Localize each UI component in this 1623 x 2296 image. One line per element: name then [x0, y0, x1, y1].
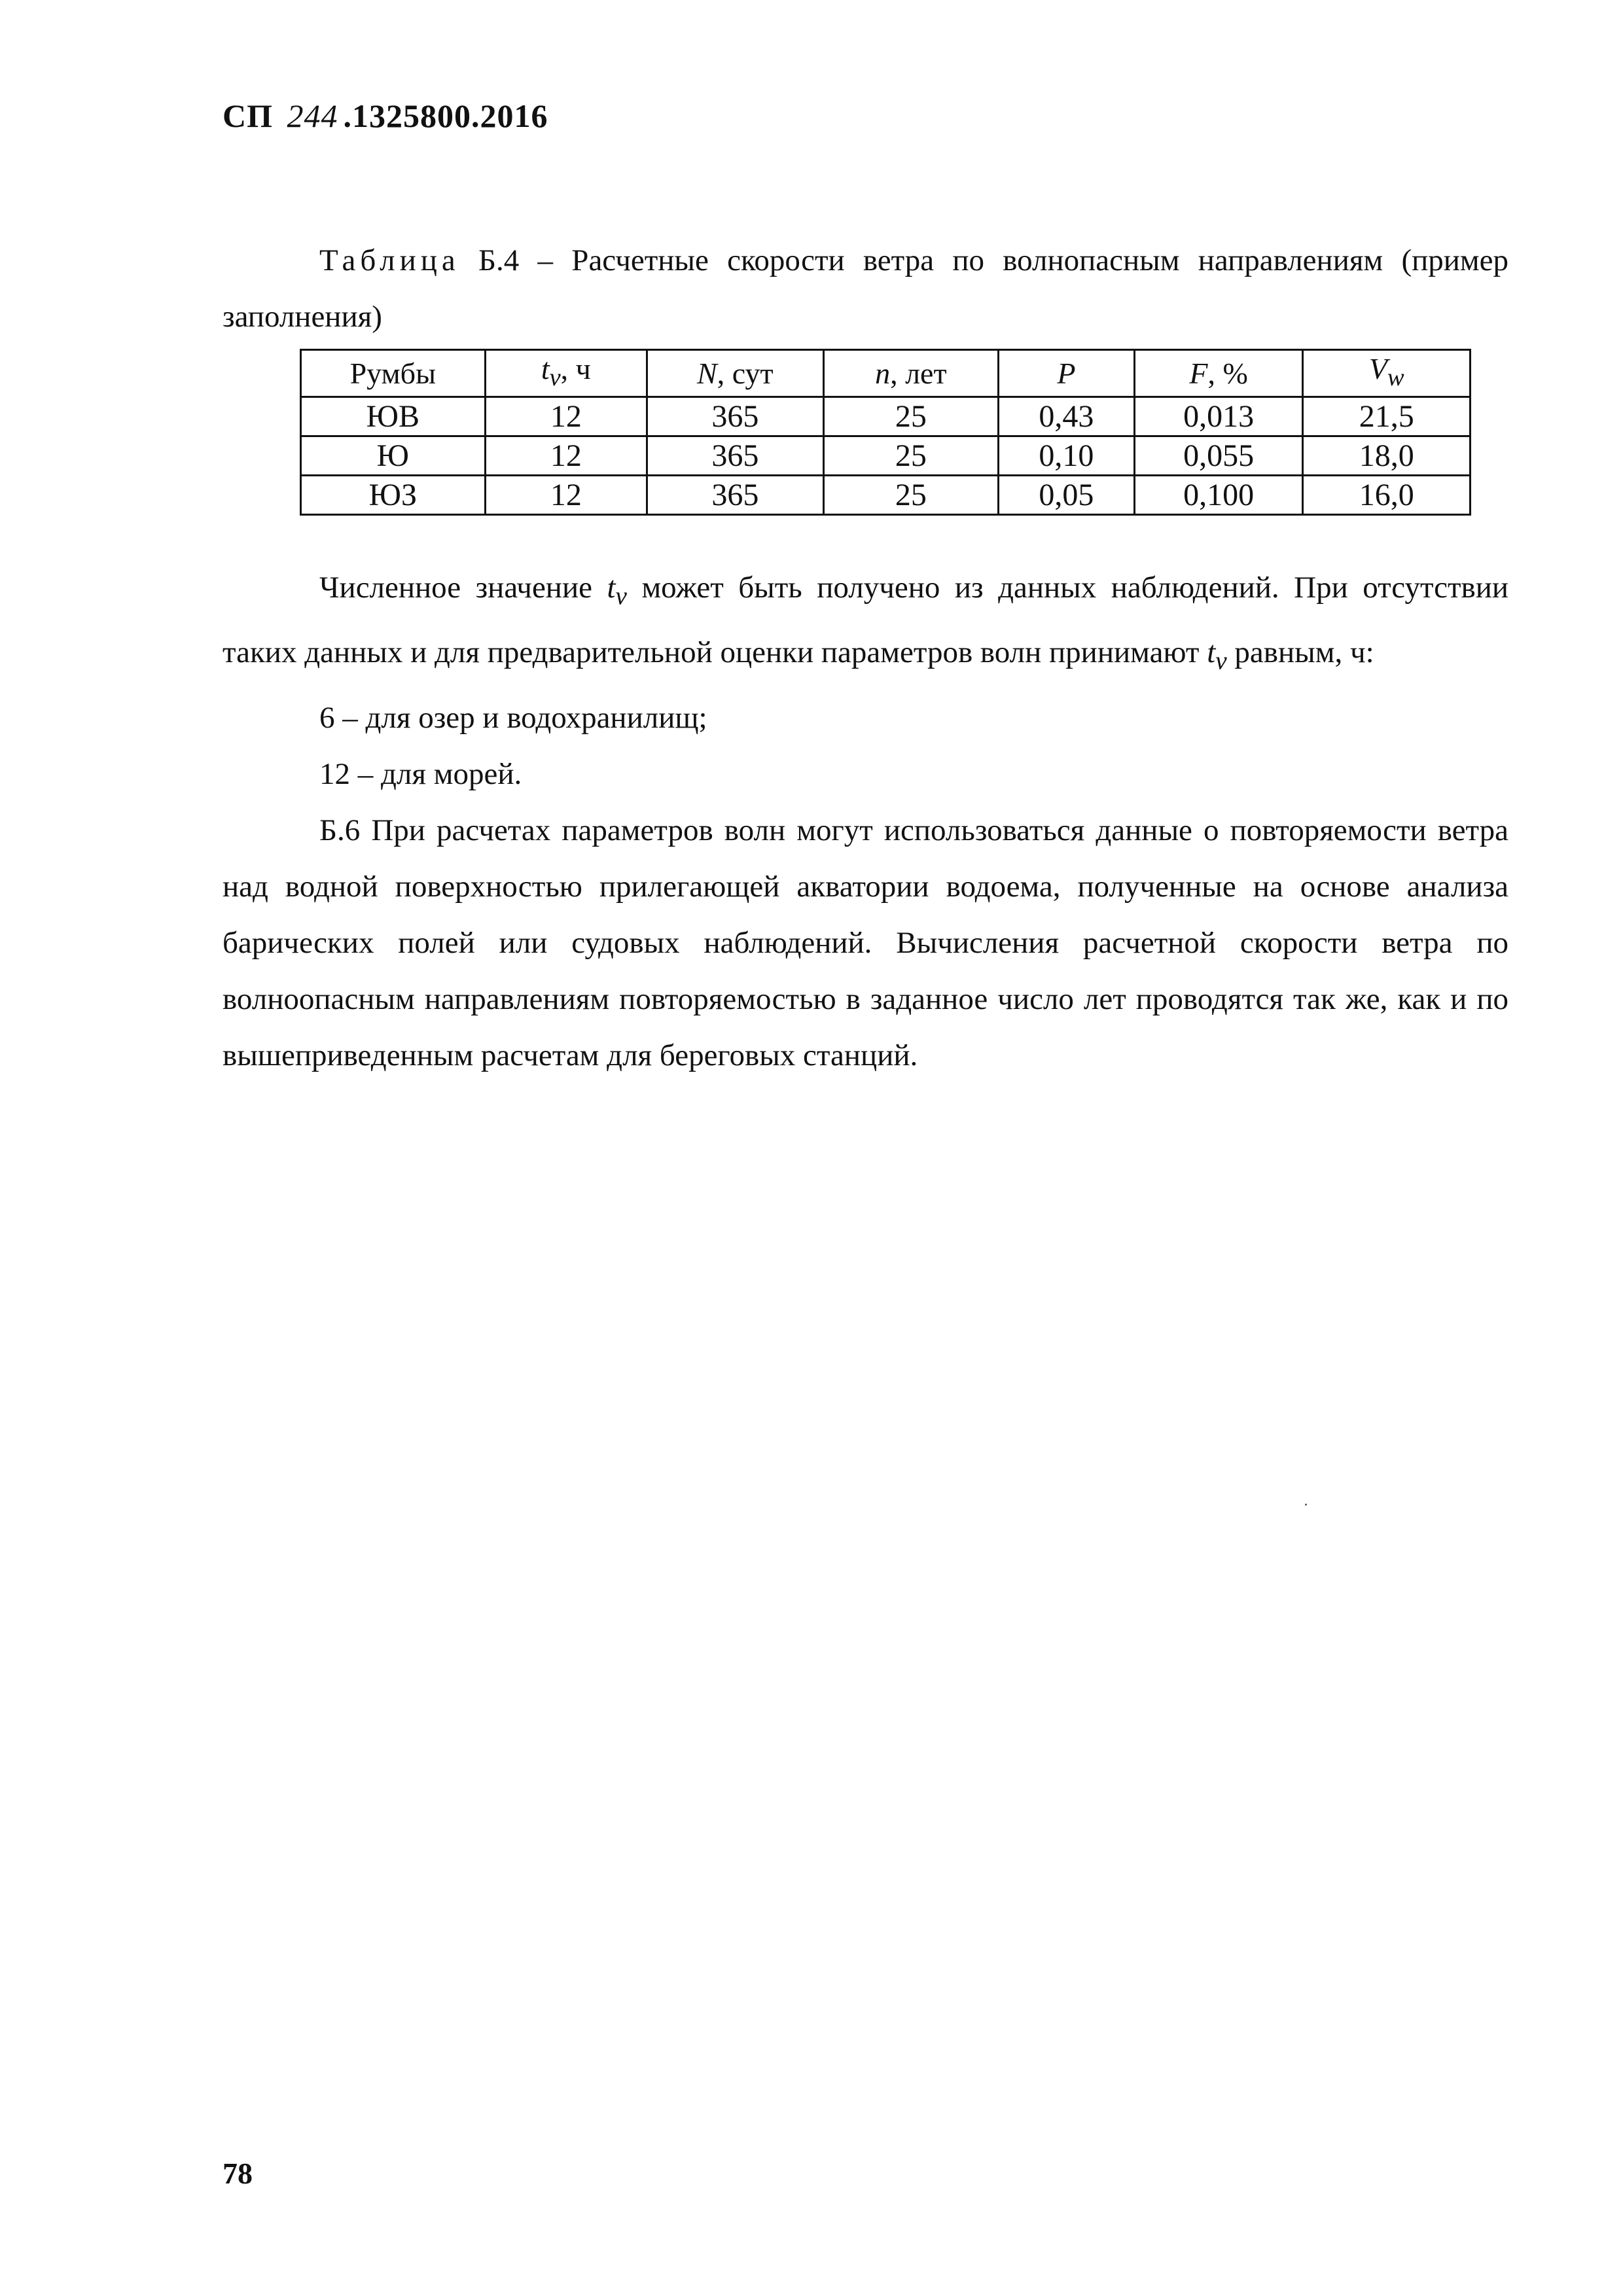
column-header-p: P: [999, 350, 1135, 397]
document-header: [223, 97, 548, 135]
header-prefix: СП: [223, 97, 273, 134]
body-text: [223, 559, 1508, 1084]
table-cell: 12: [485, 476, 647, 515]
column-header-vw: $V_w$: [1303, 350, 1471, 397]
table-cell: 21,5: [1303, 397, 1471, 436]
table-caption-line-2: заполнения): [223, 300, 382, 334]
list-item: 12 – для морей.: [319, 756, 522, 791]
table-cell: 0,10: [999, 436, 1135, 476]
column-header-n-years: n, лет: [823, 350, 998, 397]
list-item: 6 – для озер и водохранилищ;: [319, 700, 707, 735]
table-cell: 0,100: [1134, 476, 1303, 515]
table-cell: 18,0: [1303, 436, 1471, 476]
table-cell: ЮВ: [301, 397, 486, 436]
table-cell: 365: [647, 397, 824, 436]
table-cell: Ю: [301, 436, 486, 476]
table-caption-line-1: [223, 232, 1508, 289]
table-cell: 16,0: [1303, 476, 1471, 515]
table-caption-label: Таблица: [319, 243, 460, 277]
wind-speed-table: [300, 349, 1471, 516]
table-cell: 365: [647, 436, 824, 476]
table-cell: 0,055: [1134, 436, 1303, 476]
page-number: 78: [223, 2157, 253, 2190]
table-row: [301, 436, 1471, 476]
column-header-tv: $t_v$, ч: [485, 350, 647, 397]
table-cell: 25: [823, 476, 998, 515]
table-caption-id: Б.4: [478, 243, 520, 277]
table-header-row: [301, 350, 1471, 397]
table-cell: 0,43: [999, 397, 1135, 436]
header-handwritten-number: 244: [287, 97, 338, 134]
table-cell: 365: [647, 476, 824, 515]
table-cell: 12: [485, 397, 647, 436]
table-cell: ЮЗ: [301, 476, 486, 515]
table-cell: 0,05: [999, 476, 1135, 515]
header-suffix: .1325800.2016: [343, 97, 548, 134]
column-header-rumbs: Румбы: [301, 350, 486, 397]
table-cell: 25: [823, 397, 998, 436]
table-row: [301, 476, 1471, 515]
scan-dot: [1305, 1504, 1307, 1506]
column-header-f-percent: F, %: [1134, 350, 1303, 397]
table-caption-title: – Расчетные скорости ветра по волнопасным направлениям (пример: [537, 243, 1509, 277]
table-cell: 12: [485, 436, 647, 476]
table-cell: 25: [823, 436, 998, 476]
table-row: [301, 397, 1471, 436]
table-caption: [223, 232, 1508, 345]
paragraph-b6: Б.6 При расчетах параметров волн могут использоваться данные о повторяемости ветра над водной поверхностью прилегающей акватории водоема, полученные на основе анализа барических полей или судовых наблюдений. Вычисления расчетной скорости ветра по волноопасным направлениям повторяемостью в заданное число лет проводятся так же, как и по вышеприведенным расчетам для береговых станций.: [223, 813, 1508, 1072]
table-cell: 0,013: [1134, 397, 1303, 436]
paragraph-tv-note: Численное значение $t_v$ может быть получено из данных наблюдений. При отсутствии таких данных и для предварительной оценки параметров волн принимают $t_v$ равным, ч:: [223, 571, 1508, 675]
column-header-n-days: N, сут: [647, 350, 824, 397]
